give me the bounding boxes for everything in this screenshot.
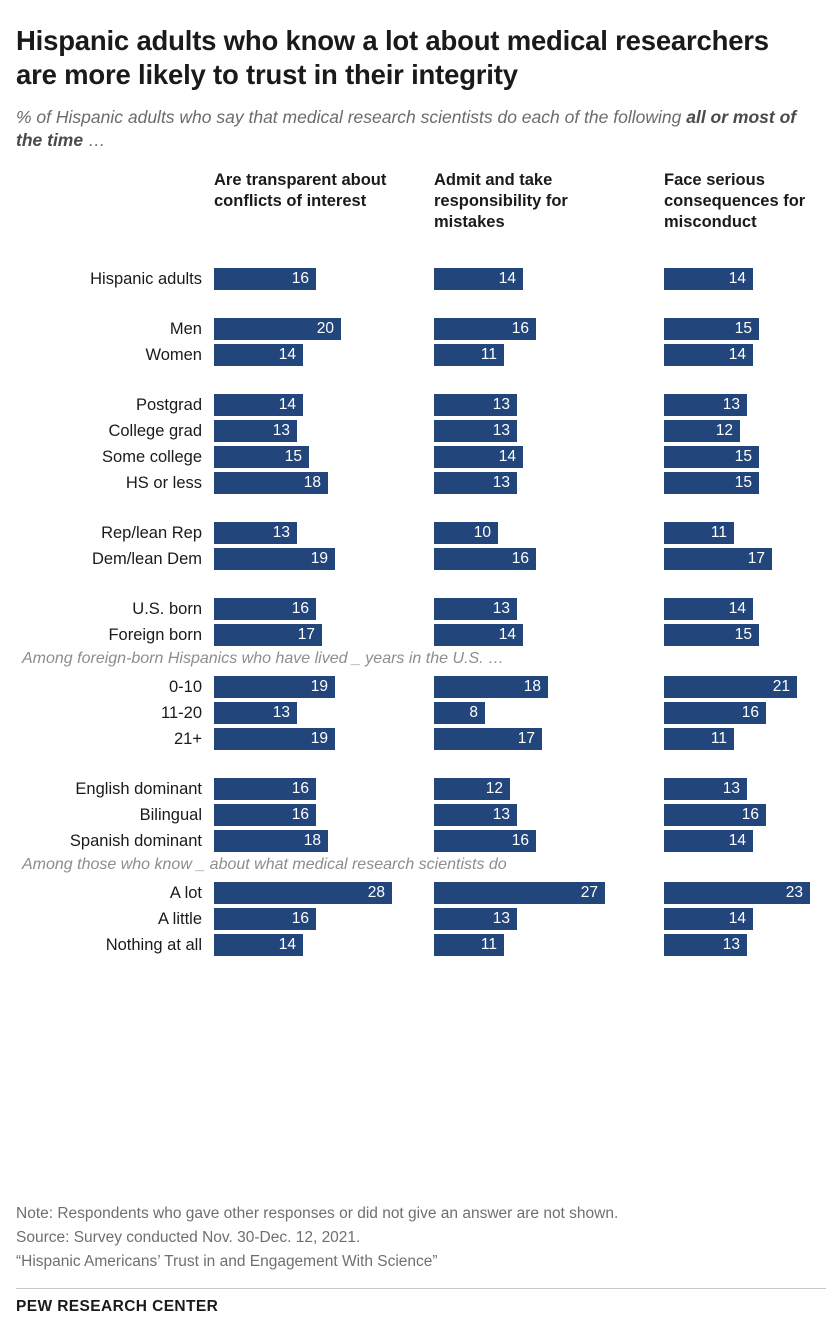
bar <box>434 728 542 750</box>
bar <box>434 804 517 826</box>
bar-value-label: 23 <box>785 884 803 902</box>
bar <box>434 934 504 956</box>
bar <box>214 778 316 800</box>
bar <box>214 472 328 494</box>
bar <box>664 318 759 340</box>
bar-value-label: 18 <box>523 678 541 696</box>
chart-row <box>16 342 826 368</box>
bar <box>664 702 766 724</box>
bar <box>434 676 548 698</box>
bar <box>434 318 536 340</box>
bar-value-label: 14 <box>498 626 516 644</box>
bar-value-label: 20 <box>316 320 334 338</box>
bar-value-label: 14 <box>278 396 296 414</box>
bar <box>214 548 335 570</box>
bar-value-label: 13 <box>272 704 290 722</box>
bar-value-label: 14 <box>278 346 296 364</box>
bar <box>664 830 753 852</box>
bar <box>664 522 734 544</box>
bar-value-label: 19 <box>310 550 328 568</box>
chart-row <box>16 546 826 572</box>
bar-value-label: 14 <box>728 910 746 928</box>
row-label: Women <box>145 346 202 365</box>
row-label: Men <box>169 320 202 339</box>
bar-value-label: 13 <box>722 936 740 954</box>
bar-value-label: 13 <box>492 422 510 440</box>
row-label: Foreign born <box>108 626 202 645</box>
bar-value-label: 17 <box>517 730 535 748</box>
bar <box>664 624 759 646</box>
bar <box>664 728 734 750</box>
row-label: A lot <box>169 884 202 903</box>
chart-row <box>16 828 826 854</box>
bar <box>434 446 523 468</box>
bar-value-label: 28 <box>367 884 385 902</box>
bar-value-label: 16 <box>741 704 759 722</box>
bar <box>664 420 740 442</box>
row-label: 0-10 <box>168 678 202 697</box>
row-label: Rep/lean Rep <box>101 524 202 543</box>
group-note: Among those who know _ about what medical research scientists do <box>22 856 507 874</box>
bar-value-label: 10 <box>473 524 491 542</box>
bar-value-label: 18 <box>303 832 321 850</box>
page-title: Hispanic adults who know a lot about medical researchers are more likely to trust in their integrity <box>16 25 769 90</box>
bar <box>214 908 316 930</box>
bar-value-label: 15 <box>734 448 752 466</box>
bar <box>434 624 523 646</box>
bar-value-label: 16 <box>291 780 309 798</box>
row-label: Dem/lean Dem <box>91 550 202 569</box>
bar <box>434 268 523 290</box>
bar <box>434 394 517 416</box>
bar-value-label: 14 <box>498 448 516 466</box>
row-label: HS or less <box>125 474 202 493</box>
bar-value-label: 14 <box>728 600 746 618</box>
bar <box>214 344 303 366</box>
bar <box>214 522 297 544</box>
bar <box>214 934 303 956</box>
bar <box>434 830 536 852</box>
subtitle-emphasis: all or most of the time <box>16 106 797 150</box>
chart-row <box>16 316 826 342</box>
bar <box>214 318 341 340</box>
bar-value-label: 15 <box>284 448 302 466</box>
bar-value-label: 17 <box>747 550 765 568</box>
bar <box>664 778 747 800</box>
row-label: College grad <box>108 422 202 441</box>
bar <box>214 420 297 442</box>
bar-value-label: 13 <box>492 600 510 618</box>
chart-row <box>16 444 826 470</box>
footnote-note: Note: Respondents who gave other responses or did not give an answer are not shown. <box>16 1204 619 1222</box>
bar <box>214 268 316 290</box>
bar <box>434 522 498 544</box>
bar <box>214 624 322 646</box>
chart-row <box>16 700 826 726</box>
bar <box>664 882 810 904</box>
row-label: Bilingual <box>139 806 202 825</box>
bar-value-label: 15 <box>734 320 752 338</box>
row-label: A little <box>157 910 202 929</box>
bar-value-label: 13 <box>492 396 510 414</box>
bar <box>664 344 753 366</box>
bar <box>664 548 772 570</box>
bar-value-label: 16 <box>291 806 309 824</box>
bar-value-label: 15 <box>734 626 752 644</box>
column-header-2: Admit and take responsibility for mistakes <box>434 171 568 232</box>
bar <box>214 598 316 620</box>
chart-row <box>16 470 826 496</box>
bar-value-label: 14 <box>278 936 296 954</box>
chart-row <box>16 596 826 622</box>
bar <box>214 830 328 852</box>
bar <box>434 778 510 800</box>
bar-value-label: 13 <box>492 806 510 824</box>
bar-value-label: 16 <box>291 600 309 618</box>
bar <box>214 702 297 724</box>
bar <box>214 804 316 826</box>
bar <box>214 394 303 416</box>
bar <box>214 728 335 750</box>
bar-value-label: 16 <box>291 270 309 288</box>
group-note: Among foreign-born Hispanics who have lived _ years in the U.S. … <box>22 650 505 668</box>
bar <box>214 676 335 698</box>
chart-row <box>16 802 826 828</box>
bar <box>664 598 753 620</box>
row-label: 11-20 <box>161 704 202 723</box>
bar <box>214 882 392 904</box>
bar-value-label: 21 <box>772 678 790 696</box>
bar-value-label: 12 <box>485 780 503 798</box>
chart-row <box>16 418 826 444</box>
bar <box>664 804 766 826</box>
bar-chart <box>16 170 824 1130</box>
bar-value-label: 11 <box>480 346 497 364</box>
chart-row <box>16 932 826 958</box>
bar-value-label: 13 <box>722 396 740 414</box>
bar <box>434 420 517 442</box>
bar <box>434 548 536 570</box>
bar-value-label: 14 <box>728 270 746 288</box>
bar-value-label: 16 <box>511 832 529 850</box>
bar <box>664 472 759 494</box>
bar-value-label: 16 <box>741 806 759 824</box>
chart-row <box>16 674 826 700</box>
bar-value-label: 14 <box>498 270 516 288</box>
bar-value-label: 14 <box>728 346 746 364</box>
bar-value-label: 14 <box>728 832 746 850</box>
bar-value-label: 13 <box>272 524 290 542</box>
bar-value-label: 15 <box>734 474 752 492</box>
chart-row <box>16 520 826 546</box>
bar <box>434 908 517 930</box>
bar-value-label: 13 <box>272 422 290 440</box>
subtitle-post: … <box>83 129 106 150</box>
bar-value-label: 11 <box>480 936 497 954</box>
footer-divider <box>16 1288 826 1289</box>
chart-row <box>16 392 826 418</box>
bar <box>434 702 485 724</box>
bar <box>214 446 309 468</box>
chart-row <box>16 622 826 648</box>
bar-value-label: 12 <box>715 422 733 440</box>
bar <box>664 908 753 930</box>
row-label: U.S. born <box>132 600 202 619</box>
bar <box>664 676 797 698</box>
chart-row <box>16 266 826 292</box>
chart-row <box>16 726 826 752</box>
chart-subtitle <box>16 106 806 153</box>
bar <box>434 882 605 904</box>
row-label: English dominant <box>75 780 202 799</box>
bar-value-label: 11 <box>710 524 727 542</box>
footnote-source: Source: Survey conducted Nov. 30-Dec. 12, 2021. <box>16 1228 361 1246</box>
row-label: Some college <box>102 448 202 467</box>
bar <box>664 268 753 290</box>
chart-row <box>16 906 826 932</box>
footnote-study: “Hispanic Americans’ Trust in and Engagement With Science” <box>16 1252 438 1270</box>
bar-value-label: 11 <box>710 730 727 748</box>
bar-value-label: 16 <box>511 320 529 338</box>
bar-value-label: 19 <box>310 730 328 748</box>
bar-value-label: 19 <box>310 678 328 696</box>
row-label: Spanish dominant <box>69 832 202 851</box>
column-header-1: Are transparent about conflicts of interest <box>214 171 387 211</box>
bar <box>664 394 747 416</box>
bar-value-label: 17 <box>297 626 315 644</box>
bar-value-label: 16 <box>511 550 529 568</box>
row-label: Nothing at all <box>105 936 202 955</box>
bar-value-label: 8 <box>469 704 478 722</box>
bar <box>664 446 759 468</box>
bar <box>434 598 517 620</box>
bar-value-label: 13 <box>492 910 510 928</box>
chart-row <box>16 880 826 906</box>
bar-value-label: 13 <box>492 474 510 492</box>
chart-footer <box>16 1202 826 1332</box>
brand-label: PEW RESEARCH CENTER <box>16 1298 219 1315</box>
row-label: Hispanic adults <box>90 270 202 289</box>
bar <box>434 344 504 366</box>
bar-value-label: 18 <box>303 474 321 492</box>
bar-value-label: 13 <box>722 780 740 798</box>
row-label: Postgrad <box>135 396 202 415</box>
chart-row <box>16 776 826 802</box>
bar <box>664 934 747 956</box>
subtitle-pre: % of Hispanic adults who say that medical research scientists do each of the following <box>16 106 687 127</box>
row-label: 21+ <box>174 730 202 749</box>
bar <box>434 472 517 494</box>
bar-value-label: 16 <box>291 910 309 928</box>
bar-value-label: 27 <box>580 884 598 902</box>
column-header-3: Face serious consequences for misconduct <box>664 171 806 232</box>
